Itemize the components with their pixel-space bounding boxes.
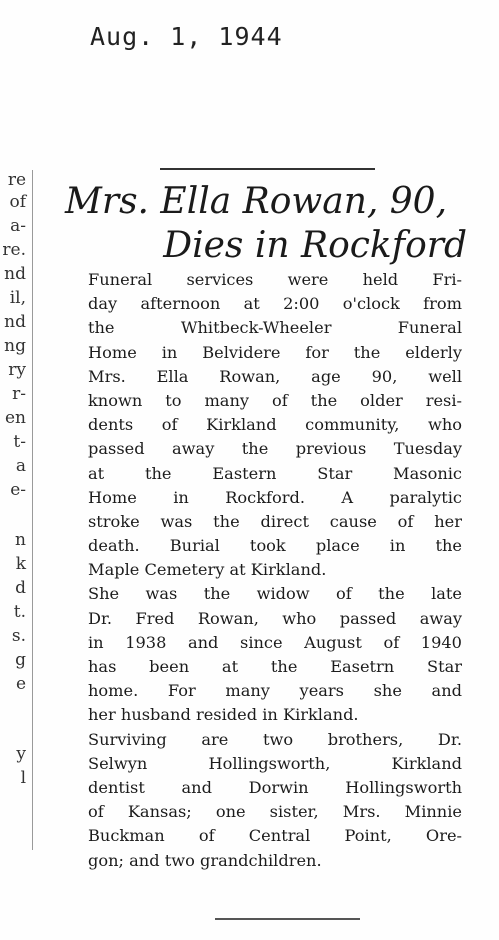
fragment-text: a [15, 456, 26, 476]
article-bottom-rule [215, 918, 360, 920]
fragment-text: ry [8, 360, 26, 380]
fragment-text: re [7, 170, 26, 190]
headline-top-rule [160, 168, 375, 170]
column-divider-left [32, 170, 33, 850]
text-line: in 1938 and since August of 1940 [88, 632, 462, 652]
fragment-text: n [15, 530, 26, 550]
fragment-text: of [9, 192, 26, 212]
text-line: She was the widow of the late [88, 584, 462, 604]
text-line: gon; and two grandchildren. [88, 850, 322, 870]
article-body [88, 268, 462, 873]
paragraph-2 [88, 582, 462, 727]
headline [55, 180, 475, 268]
text-line: stroke was the direct cause of her [88, 511, 462, 531]
fragment-text: ng [4, 336, 26, 356]
text-line: Dr. Fred Rowan, who passed away [88, 608, 462, 628]
text-line: her husband resided in Kirkland. [88, 705, 359, 725]
text-line: of Kansas; one sister, Mrs. Minnie [88, 802, 462, 822]
text-line: known to many of the older resi- [88, 390, 462, 410]
fragment-text: s. [11, 626, 26, 646]
fragment-text: t. [13, 602, 26, 622]
fragment-text: d [15, 578, 26, 598]
fragment-text: t- [13, 432, 26, 452]
text-line: day afternoon at 2:00 o'clock from [88, 294, 462, 314]
text-line: Funeral services were held Fri- [88, 270, 462, 289]
text-line: dents of Kirkland community, who [88, 415, 462, 435]
fragment-text: g [15, 650, 26, 670]
paragraph-3 [88, 728, 462, 873]
text-line: Selwyn Hollingsworth, Kirkland [88, 753, 462, 773]
text-line: Maple Cemetery at Kirkland. [88, 560, 327, 580]
fragment-text: nd [4, 264, 26, 284]
text-line: the Whitbeck-Wheeler Funeral [88, 318, 462, 338]
text-line: passed away the previous Tuesday [88, 439, 462, 459]
text-line: Mrs. Ella Rowan, age 90, well [88, 366, 462, 386]
fragment-text: k [15, 554, 26, 574]
fragment-text: il, [9, 288, 26, 308]
paragraph-1 [88, 268, 462, 582]
fragment-text: l [20, 768, 26, 788]
fragment-text: y [16, 744, 26, 764]
text-line: home. For many years she and [88, 681, 462, 701]
fragment-text: nd [4, 312, 26, 332]
text-line: has been at the Easetrn Star [88, 657, 462, 676]
fragment-text: e- [10, 480, 26, 500]
dateline: Aug. 1, 1944 [90, 22, 283, 51]
fragment-text: r- [12, 384, 26, 404]
fragment-text: e [15, 674, 26, 694]
fragment-text: a- [10, 216, 26, 236]
text-line: Home in Belvidere for the elderly [88, 342, 462, 362]
headline-line-2: Dies in Rockford [163, 225, 467, 266]
headline-line-1: Mrs. Ella Rowan, 90, [65, 181, 448, 222]
text-line: Home in Rockford. A paralytic [88, 487, 462, 507]
text-line: death. Burial took place in the [88, 536, 462, 556]
text-line: dentist and Dorwin Hollingsworth [88, 777, 462, 797]
text-line: at the Eastern Star Masonic [88, 463, 462, 483]
fragment-text: en [4, 408, 26, 428]
text-line: Surviving are two brothers, Dr. [88, 729, 462, 749]
text-line: Buckman of Central Point, Ore- [88, 826, 462, 846]
fragment-text: re. [2, 240, 26, 260]
